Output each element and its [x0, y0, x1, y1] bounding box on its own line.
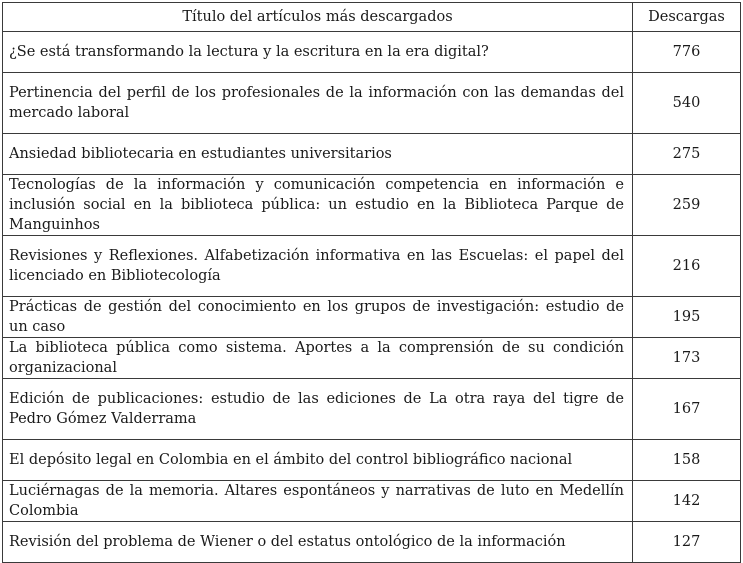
downloads-cell: 127 — [633, 522, 741, 563]
downloads-cell: 776 — [633, 32, 741, 73]
downloads-cell: 173 — [633, 338, 741, 379]
downloads-cell: 167 — [633, 379, 741, 440]
table-row — [3, 440, 741, 481]
downloads-cell: 195 — [633, 297, 741, 338]
downloads-cell: 216 — [633, 236, 741, 297]
table-row — [3, 73, 741, 134]
article-title-cell: Tecnologías de la información y comunicación competencia en información e inclusión social en la biblioteca pública: un estudio en la Biblioteca Parque de Manguinhos — [3, 175, 633, 236]
table-row — [3, 236, 741, 297]
table-row — [3, 379, 741, 440]
article-title-cell: Pertinencia del perfil de los profesionales de la información con las demandas del mercado laboral — [3, 73, 633, 134]
article-title-cell: La biblioteca pública como sistema. Aportes a la comprensión de su condición organizacional — [3, 338, 633, 379]
article-title-cell: El depósito legal en Colombia en el ámbito del control bibliográfico nacional — [3, 440, 633, 481]
column-header-downloads: Descargas — [633, 3, 741, 32]
article-title-cell: Revisiones y Reflexiones. Alfabetización informativa en las Escuelas: el papel del licenciado en Bibliotecología — [3, 236, 633, 297]
article-title-cell: Edición de publicaciones: estudio de las ediciones de La otra raya del tigre de Pedro Gómez Valderrama — [3, 379, 633, 440]
table-row — [3, 297, 741, 338]
table-row — [3, 481, 741, 522]
table-row — [3, 175, 741, 236]
table-header-row — [3, 3, 741, 32]
column-header-title: Título del artículos más descargados — [3, 3, 633, 32]
article-title-cell: Ansiedad bibliotecaria en estudiantes universitarios — [3, 134, 633, 175]
article-title-cell: Revisión del problema de Wiener o del estatus ontológico de la información — [3, 522, 633, 563]
table-row — [3, 134, 741, 175]
downloads-cell: 275 — [633, 134, 741, 175]
downloads-cell: 142 — [633, 481, 741, 522]
table-row — [3, 522, 741, 563]
article-title-cell: ¿Se está transformando la lectura y la escritura en la era digital? — [3, 32, 633, 73]
article-title-cell: Prácticas de gestión del conocimiento en los grupos de investigación: estudio de un caso — [3, 297, 633, 338]
article-title-cell: Luciérnagas de la memoria. Altares espontáneos y narrativas de luto en Medellín Colombia — [3, 481, 633, 522]
downloads-cell: 540 — [633, 73, 741, 134]
downloads-cell: 158 — [633, 440, 741, 481]
table-row — [3, 338, 741, 379]
table-row — [3, 32, 741, 73]
downloads-table — [2, 2, 741, 563]
downloads-cell: 259 — [633, 175, 741, 236]
